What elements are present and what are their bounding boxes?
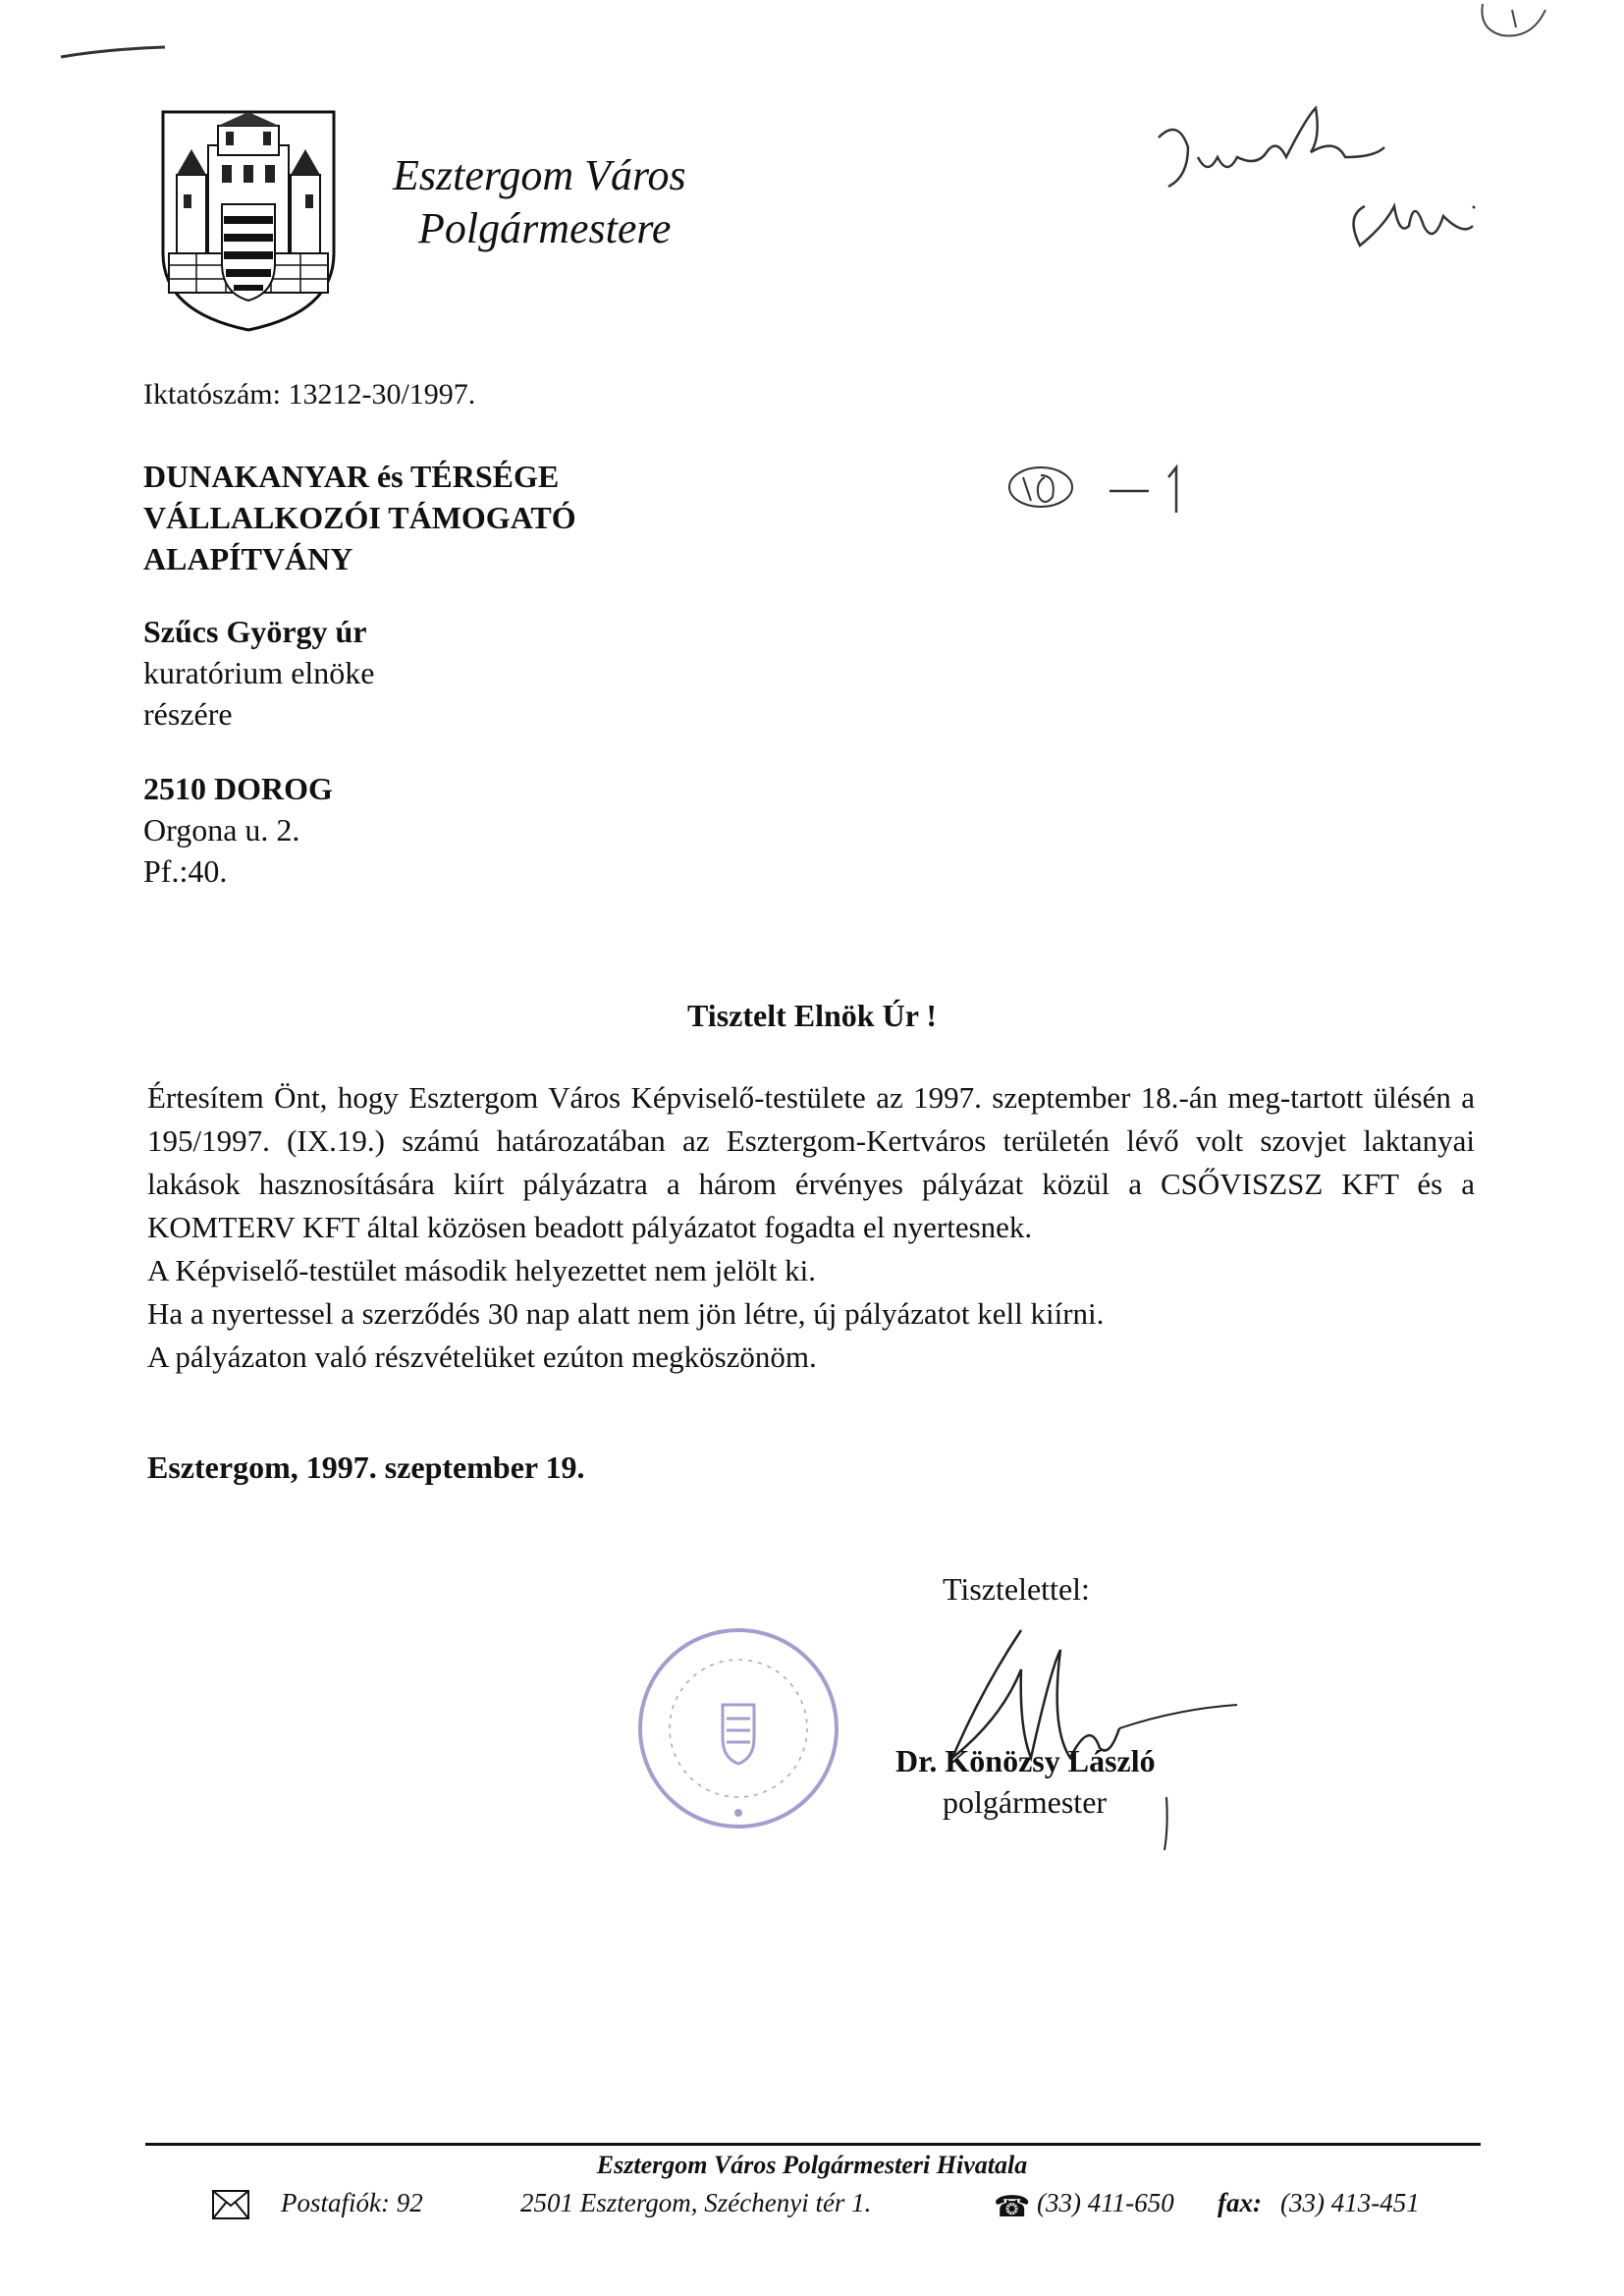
recipient-role: kuratórium elnöke — [143, 655, 375, 690]
scan-mark — [59, 43, 167, 63]
signer-block — [895, 1740, 1156, 1823]
body-paragraph-1: Értesítem Önt, hogy Esztergom Város Képviselő-testülete az 1997. szeptember 18.-án meg-tartott ülésén a 195/1997. (IX.19.) számú határozatában az Esztergom-Kertváros területén lévő volt szovjet laktanyai lakások hasznosítására kiírt pályázatra a három érvényes pályázat közül a CSŐVISZSZ KFT és a KOMTERV KFT által közösen beadott pályázatot fogadta el nyertesnek. — [147, 1080, 1475, 1244]
recipient-org-line2: VÁLLALKOZÓI TÁMOGATÓ — [143, 500, 576, 535]
envelope-icon — [212, 2190, 249, 2219]
recipient-address — [143, 456, 576, 892]
corner-mark — [1473, 0, 1551, 49]
handwritten-signature — [923, 1611, 1296, 1866]
recipient-street: Orgona u. 2. — [143, 812, 300, 847]
recipient-city: 2510 DOROG — [143, 771, 333, 806]
letterhead-line1: Esztergom Város — [393, 151, 686, 199]
dateline: Esztergom, 1997. szeptember 19. — [147, 1449, 585, 1485]
signer-title: polgármester — [943, 1784, 1108, 1820]
letter-body — [147, 1076, 1475, 1379]
letterhead-line2: Polgármestere — [418, 204, 672, 252]
footer-address: 2501 Esztergom, Széchenyi tér 1. — [520, 2188, 872, 2217]
footer-fax: (33) 413-451 — [1280, 2188, 1420, 2217]
footer-divider — [145, 2143, 1481, 2146]
telephone-icon: ☎ — [994, 2191, 1031, 2223]
letterhead-title — [393, 149, 686, 255]
recipient-pobox: Pf.:40. — [143, 853, 228, 889]
recipient-org-line3: ALAPÍTVÁNY — [143, 541, 353, 576]
signer-name: Dr. Könözsy László — [895, 1743, 1156, 1778]
recipient-org-line1: DUNAKANYAR és TÉRSÉGE — [143, 459, 560, 494]
reference-number: Iktatószám: 13212-30/1997. — [143, 378, 476, 410]
salutation: Tisztelt Elnök Úr ! — [687, 998, 937, 1033]
handwritten-number-mark — [1001, 458, 1218, 526]
recipient-attention: részére — [143, 696, 233, 732]
handwritten-note — [1149, 98, 1542, 295]
footer-pobox: Postafiók: 92 — [281, 2188, 423, 2217]
footer-office: Esztergom Város Polgármesteri Hivatala — [596, 2151, 1028, 2179]
body-paragraph-4: A pályázaton való részvételüket ezúton megköszönöm. — [147, 1339, 817, 1374]
coat-of-arms-logo — [157, 106, 340, 334]
body-paragraph-3: Ha a nyertessel a szerződés 30 nap alatt nem jön létre, új pályázatot kell kiírni. — [147, 1296, 1105, 1331]
recipient-person: Szűcs György úr — [143, 614, 367, 649]
official-stamp — [621, 1611, 856, 1846]
body-paragraph-2: A Képviselő-testület második helyezettet nem jelölt ki. — [147, 1253, 816, 1287]
footer-fax-label: fax: — [1218, 2188, 1262, 2217]
footer-phone: (33) 411-650 — [1037, 2188, 1174, 2217]
closing: Tisztelettel: — [943, 1571, 1090, 1607]
